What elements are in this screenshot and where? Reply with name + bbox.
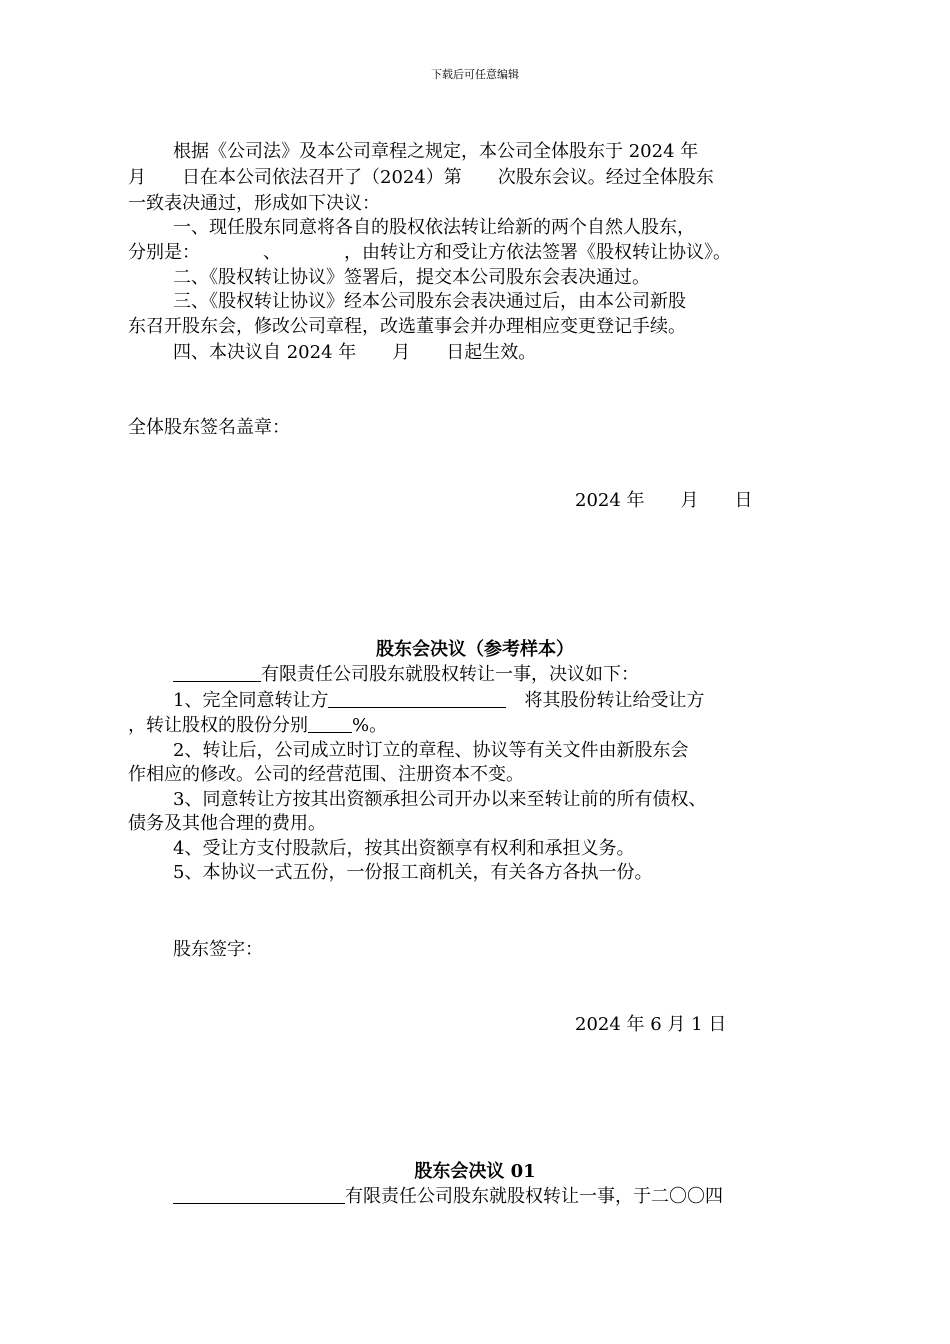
signature-label: 股东签字： — [173, 939, 263, 960]
resolution-date: 2024 年 6 月 1 日 — [575, 1014, 727, 1035]
paragraph-line: 根据《公司法》及本公司章程之规定，本公司全体股东于 2024 年 — [173, 141, 699, 162]
intro-text: 有限责任公司股东就股权转让一事，决议如下： — [261, 664, 639, 685]
item-1-line-2 — [128, 713, 387, 739]
paragraph-line: 债务及其他合理的费用。 — [128, 813, 326, 834]
page-header-note: 下载后可任意编辑 — [431, 68, 519, 81]
intro-text: 有限责任公司股东就股权转让一事，于二〇〇四 — [345, 1186, 723, 1207]
section-title: 股东会决议 01 — [414, 1161, 536, 1182]
paragraph-line: 月 日在本公司依法召开了（2024）第 次股东会议。经过全体股东 — [128, 167, 714, 188]
company-name-blank[interactable] — [173, 663, 261, 682]
signature-label: 全体股东签名盖章： — [128, 417, 290, 438]
resolution-date: 2024 年 月 日 — [575, 490, 753, 511]
paragraph-line: 作相应的修改。公司的经营范围、注册资本不变。 — [128, 764, 524, 785]
paragraph-line: 分别是： 、 ，由转让方和受让方依法签署《股权转让协议》。 — [128, 242, 731, 263]
paragraph-line: 一致表决通过，形成如下决议： — [128, 193, 380, 214]
paragraph-line: 4、受让方支付股款后，按其出资额享有权利和承担义务。 — [173, 838, 635, 859]
paragraph-line: 二、《股权转让协议》签署后，提交本公司股东会表决通过。 — [173, 267, 650, 288]
transferor-blank[interactable] — [328, 689, 506, 708]
item-1-text-3: ，转让股权的股份分别 — [128, 715, 308, 736]
paragraph-line: 三、《股权转让协议》经本公司股东会表决通过后，由本公司新股 — [173, 291, 686, 312]
paragraph-line: 东召开股东会，修改公司章程，改选董事会并办理相应变更登记手续。 — [128, 316, 686, 337]
intro-line — [173, 1184, 723, 1210]
paragraph-line: 2、转让后，公司成立时订立的章程、协议等有关文件由新股东会 — [173, 740, 689, 761]
percentage-blank[interactable] — [308, 714, 352, 733]
percent-sign: %。 — [352, 715, 388, 736]
section-title: 股东会决议（参考样本） — [376, 639, 574, 660]
item-1-line — [173, 688, 704, 714]
paragraph-line: 四、本决议自 2024 年 月 日起生效。 — [173, 342, 537, 363]
intro-line — [173, 662, 639, 688]
company-name-blank[interactable] — [173, 1185, 345, 1204]
paragraph-line: 一、现任股东同意将各自的股权依法转让给新的两个自然人股东， — [173, 217, 695, 238]
paragraph-line: 5、本协议一式五份，一份报工商机关，有关各方各执一份。 — [173, 862, 653, 883]
item-1-text: 1、完全同意转让方 — [173, 690, 329, 711]
item-1-text-2: 将其股份转让给受让方 — [524, 690, 705, 711]
paragraph-line: 3、同意转让方按其出资额承担公司开办以来至转让前的所有债权、 — [173, 789, 707, 810]
